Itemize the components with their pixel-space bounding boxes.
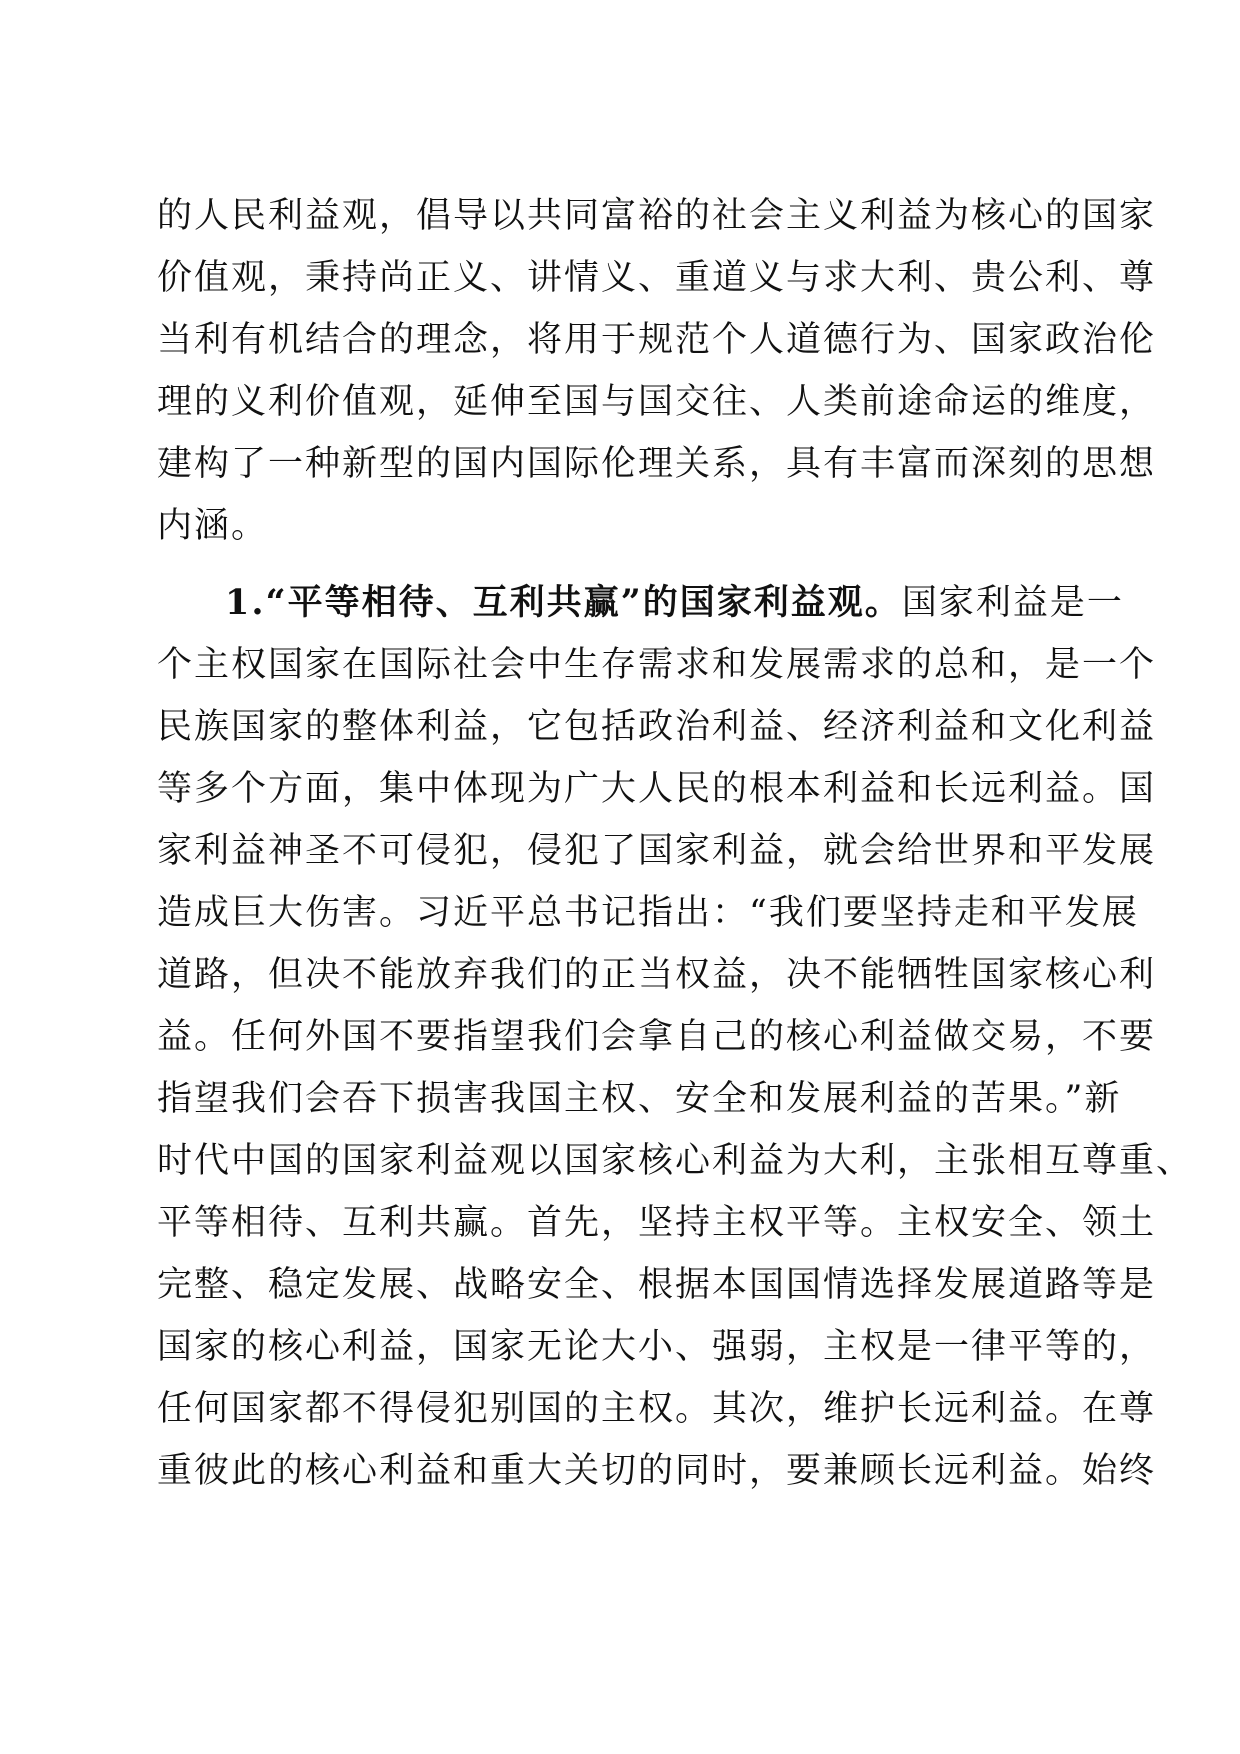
paragraph-2 [157, 572, 1194, 1502]
paragraph-line: 的人民利益观，倡导以共同富裕的社会主义利益为核心的国家 [157, 196, 1157, 236]
heading-continuation: 国家利益是一 [901, 583, 1124, 623]
paragraph-line: 任何国家都不得侵犯别国的主权。其次，维护长远利益。在尊 [157, 1389, 1157, 1429]
paragraph-line: 平等相待、互利共赢。首先，坚持主权平等。主权安全、领土 [157, 1203, 1157, 1243]
paragraph-line: 益。任何外国不要指望我们会拿自己的核心利益做交易，不要 [157, 1017, 1157, 1057]
paragraph-line: 国家的核心利益，国家无论大小、强弱，主权是一律平等的， [157, 1327, 1157, 1367]
paragraph-line: 当利有机结合的理念，将用于规范个人道德行为、国家政治伦 [157, 320, 1157, 360]
paragraph-line: 个主权国家在国际社会中生存需求和发展需求的总和，是一个 [157, 645, 1157, 685]
paragraph-line: 指望我们会吞下损害我国主权、安全和发展利益的苦果。”新 [157, 1079, 1122, 1119]
paragraph-line: 等多个方面，集中体现为广大人民的根本利益和长远利益。国 [157, 769, 1157, 809]
paragraph-line: 时代中国的国家利益观以国家核心利益为大利，主张相互尊重、 [157, 1141, 1194, 1181]
paragraph-line: 价值观，秉持尚正义、讲情义、重道义与求大利、贵公利、尊 [157, 258, 1157, 298]
paragraph-line: 道路，但决不能放弃我们的正当权益，决不能牺牲国家核心利 [157, 955, 1157, 995]
paragraph-line: 建构了一种新型的国内国际伦理关系，具有丰富而深刻的思想 [157, 444, 1157, 484]
paragraph-first-line [157, 572, 1124, 634]
paragraph-line: 完整、稳定发展、战略安全、根据本国国情选择发展道路等是 [157, 1265, 1157, 1305]
paragraph-line: 造成巨大伤害。习近平总书记指出：“我们要坚持走和平发展 [157, 893, 1139, 933]
paragraph-line: 内涵。 [157, 506, 269, 546]
paragraph-line: 理的义利价值观，延伸至国与国交往、人类前途命运的维度， [157, 382, 1157, 422]
paragraph-line: 家利益神圣不可侵犯，侵犯了国家利益，就会给世界和平发展 [157, 831, 1157, 871]
paragraph-line: 重彼此的核心利益和重大关切的同时，要兼顾长远利益。始终 [157, 1451, 1157, 1491]
paragraph-1 [157, 185, 1157, 557]
section-heading: 1.“平等相待、互利共赢”的国家利益观。 [225, 582, 902, 623]
paragraph-line: 民族国家的整体利益，它包括政治利益、经济利益和文化利益 [157, 707, 1157, 747]
